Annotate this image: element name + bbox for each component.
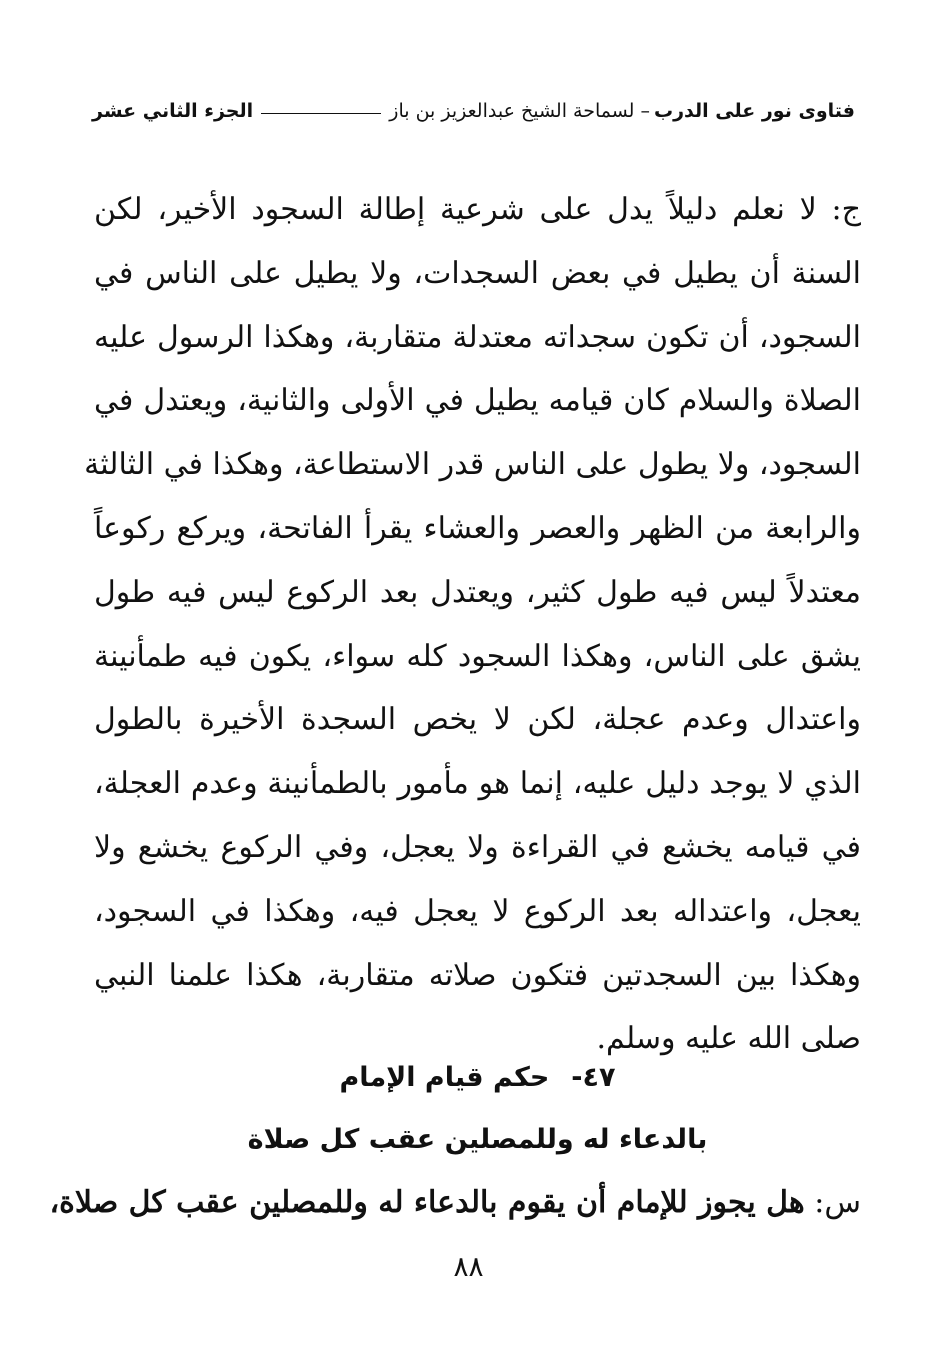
header-rule (261, 113, 381, 114)
answer-line: السجود، ولا يطول على الناس قدر الاستطاعة، وهكذا في الثالثة (84, 447, 861, 483)
question-line (49, 1185, 861, 1220)
answer-paragraph (84, 178, 861, 1071)
answer-line: يعجل، واعتداله بعد الركوع لا يعجل فيه، وهكذا في السجود، (94, 893, 861, 929)
answer-line: صلى الله عليه وسلم. (596, 1021, 861, 1057)
header-part: الجزء الثاني عشر (92, 100, 254, 122)
answer-line: السنة أن يطيل في بعض السجدات، ولا يطيل على الناس في (94, 255, 861, 291)
header-book-title: فتاوى نور على الدرب (654, 100, 855, 122)
section-title-line1: حكم قيام الإمام (339, 1062, 550, 1093)
answer-line: يشق على الناس، وهكذا السجود كله سواء، يكون فيه طمأنينة (94, 638, 861, 674)
answer-line: في قيامه يخشع في القراءة ولا يعجل، وفي الركوع يخشع ولا (94, 829, 861, 865)
answer-line: والرابعة من الظهر والعصر والعشاء يقرأ الفاتحة، ويركع ركوعاً (94, 510, 861, 546)
question-label: س: (814, 1185, 861, 1220)
answer-line: وهكذا بين السجدتين فتكون صلاته متقاربة، هكذا علمنا النبي (94, 957, 861, 993)
answer-line: ج: لا نعلم دليلاً يدل على شرعية إطالة السجود الأخير، لكن (94, 192, 861, 227)
section-heading (94, 1062, 861, 1093)
section-subheading (94, 1124, 861, 1155)
page-number: ٨٨ (453, 1250, 484, 1283)
answer-line: الصلاة والسلام كان قيامه يطيل في الأولى والثانية، ويعتدل في (94, 383, 861, 419)
answer-line: السجود، أن تكون سجداته معتدلة متقاربة، وهكذا الرسول عليه (94, 319, 861, 355)
section-number: ٤٧- (571, 1062, 616, 1093)
answer-line: واعتدال وعدم عجلة، لكن لا يخص السجدة الأخيرة بالطول (94, 702, 861, 738)
question-text: هل يجوز للإمام أن يقوم بالدعاء له وللمصلين عقب كل صلاة، (49, 1185, 805, 1220)
section-title-line2: بالدعاء له وللمصلين عقب كل صلاة (247, 1124, 708, 1155)
running-header (92, 94, 855, 128)
answer-line: الذي لا يوجد دليل عليه، إنما هو مأمور بالطمأنينة وعدم العجلة، (94, 766, 861, 802)
answer-line: معتدلاً ليس فيه طول كثير، ويعتدل بعد الركوع ليس فيه طول (94, 574, 861, 610)
header-author: – لسماحة الشيخ عبدالعزيز بن باز (389, 100, 650, 122)
